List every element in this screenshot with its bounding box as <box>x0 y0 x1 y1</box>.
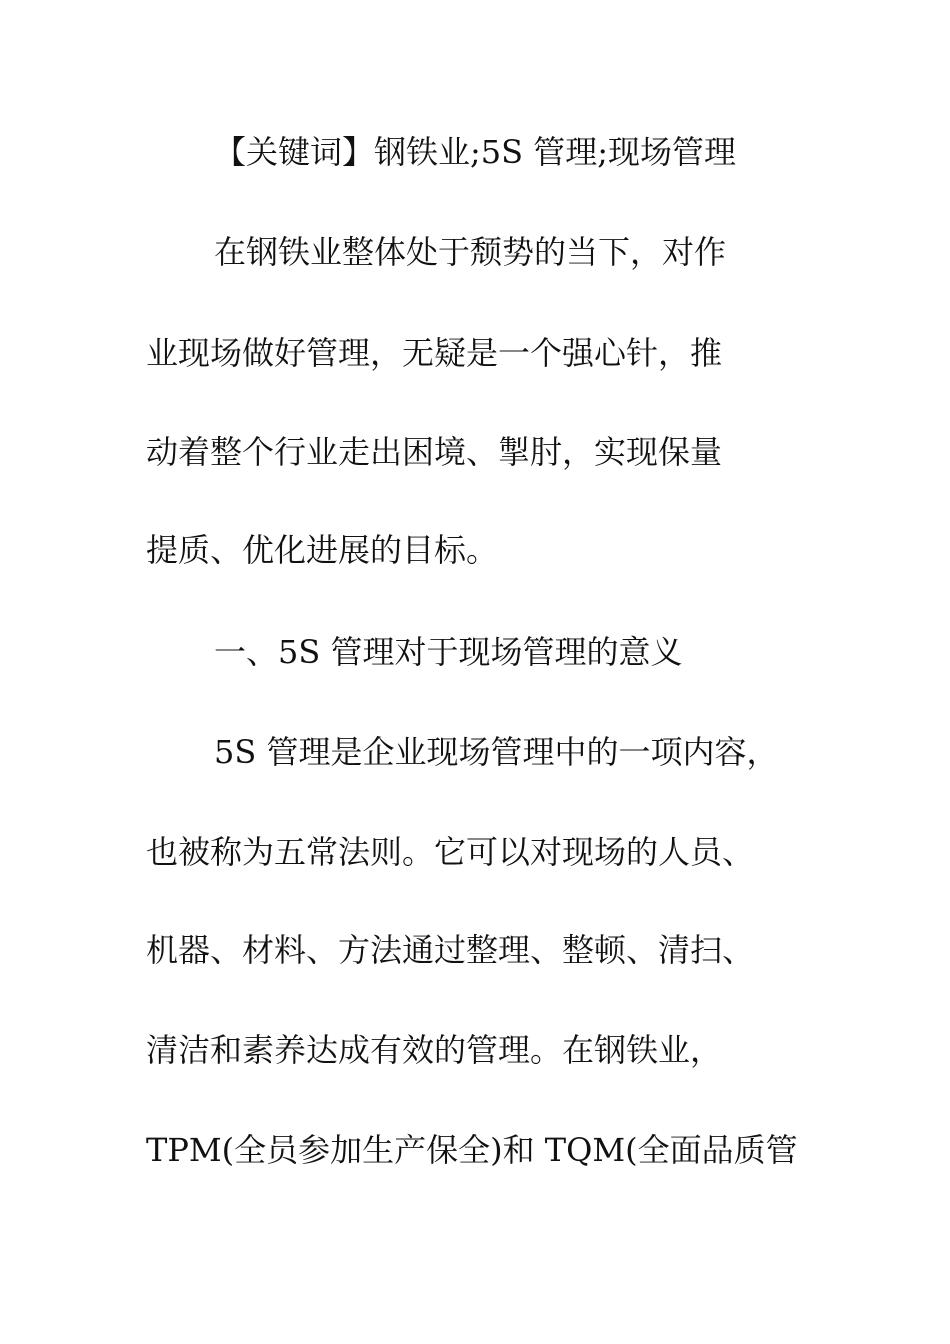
paragraph-line: 提质、优化进展的目标。 <box>146 531 499 569</box>
paragraph-line: 5S 管理是企业现场管理中的一项内容， <box>214 733 779 771</box>
paragraph-line: 业现场做好管理，无疑是一个强心针，推 <box>146 334 723 372</box>
paragraph-line: 也被称为五常法则。它可以对现场的人员、 <box>146 833 755 871</box>
paragraph-line: 机器、材料、方法通过整理、整顿、清扫、 <box>146 931 755 969</box>
keywords-line: 【关键词】钢铁业;5S 管理;现场管理 <box>214 133 737 171</box>
paragraph-line: 清洁和素养达成有效的管理。在钢铁业， <box>146 1031 723 1069</box>
paragraph-line: 动着整个行业走出困境、掣肘，实现保量 <box>146 433 723 471</box>
paragraph-line: 在钢铁业整体处于颓势的当下，对作 <box>214 233 727 271</box>
section-heading: 一、5S 管理对于现场管理的意义 <box>214 633 683 671</box>
paragraph-line: TPM(全员参加生产保全)和 TQM(全面品质管 <box>146 1131 798 1169</box>
